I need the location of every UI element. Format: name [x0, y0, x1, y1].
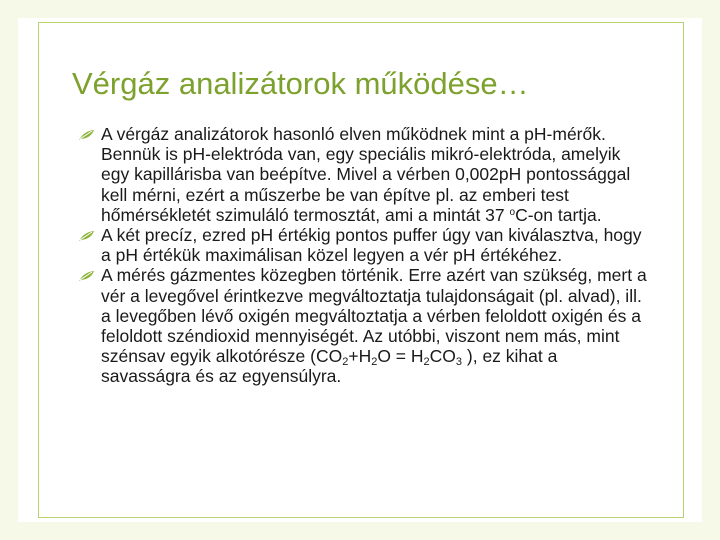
bullet-item-3: [78, 265, 648, 386]
formula-part-2: O = H: [377, 346, 424, 367]
bullet-text-3: A mérés gázmentes közegben történik. Erre azért van szükség, mert a vér a levegővel érintkezve megváltoztatja tulajdonságait (pl. alvad), ill. a levegőben lévő oxigén megváltoztatja a vérben feloldott oxigén és a feloldott széndioxid mennyiségét. Az utóbbi, viszont nem más, mint szénsav egyik alkotórésze (CO: [101, 265, 647, 367]
formula-part-1: +H: [348, 346, 372, 367]
leaf-bullet-icon: [78, 129, 96, 141]
leaf-bullet-icon: [78, 270, 96, 282]
subscript-3: 2: [423, 356, 430, 369]
slide-title: Vérgáz analizátorok működése…: [72, 66, 529, 101]
bullet-item-1: [78, 124, 648, 225]
degree-superscript: o: [509, 206, 516, 218]
formula-part-3: CO: [429, 346, 456, 367]
slide-body: [78, 124, 648, 387]
bullet-text-1-end: C-on tartja.: [515, 204, 602, 225]
subscript-2: 2: [371, 356, 378, 369]
subscript-1: 2: [342, 356, 349, 369]
bullet-text-1: A vérgáz analizátorok hasonló elven működnek mint a pH-mérők. Bennük is pH-elektróda van, egy speciális mikró-elektróda, amelyik egy kapillárisba van beépítve. Mivel a vérben 0,002pH pontossággal kell mérni, ezért a műszerbe be van építve pl. az emberi test hőmérsékletét szimuláló termosztát, ami a mintát 37: [101, 124, 631, 225]
bullet-item-2: [78, 225, 648, 265]
subscript-4: 3: [455, 356, 463, 369]
leaf-bullet-icon: [78, 230, 96, 242]
bullet-text-2: A két precíz, ezred pH értékig pontos puffer úgy van kiválasztva, hogy a pH értékük maximálisan közel legyen a vér pH értékéhez.: [101, 225, 642, 266]
bullet-text-3-end: ), ez kihat a savasságra és az egyensúlyra.: [101, 346, 558, 387]
